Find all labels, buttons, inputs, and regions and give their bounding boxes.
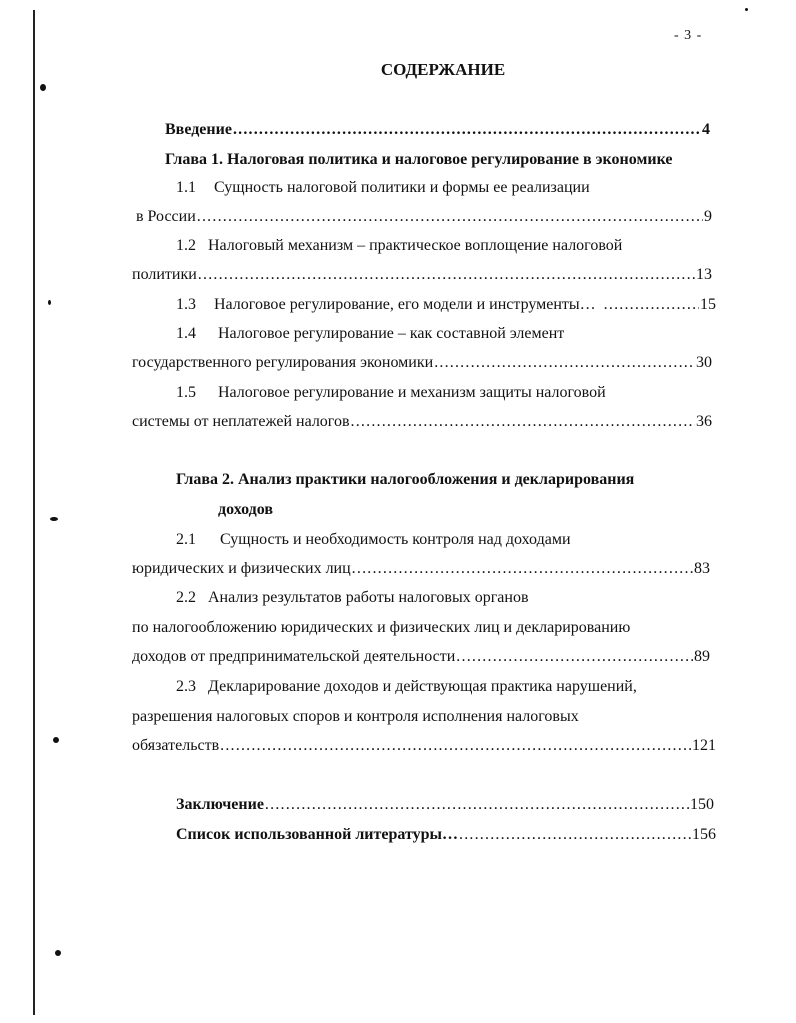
toc-entry-2-2[interactable] bbox=[176, 588, 716, 608]
toc-page: 4 bbox=[702, 121, 710, 138]
toc-entry-1-2-cont[interactable] bbox=[132, 265, 712, 285]
toc-entry-conclusion[interactable] bbox=[176, 795, 714, 815]
toc-label: Налоговое регулирование, его модели и инструменты… bbox=[214, 296, 596, 313]
toc-page: 83 bbox=[694, 560, 710, 577]
scan-speck bbox=[745, 8, 748, 11]
toc-page: 89 bbox=[694, 648, 710, 665]
toc-entry-1-5[interactable] bbox=[176, 383, 716, 403]
toc-entry-2-1-cont[interactable] bbox=[132, 559, 710, 579]
toc-entry-2-1[interactable] bbox=[176, 530, 716, 550]
toc-entry-intro[interactable] bbox=[165, 120, 710, 140]
toc-number: 1.4 bbox=[176, 325, 196, 342]
toc-number: 1.5 bbox=[176, 384, 196, 401]
toc-label: Сущность и необходимость контроля над доходами bbox=[220, 531, 571, 548]
toc-entry-1-4-cont[interactable] bbox=[132, 353, 712, 373]
scan-speck bbox=[53, 737, 59, 743]
toc-label: по налогообложению юридических и физических лиц и декларированию bbox=[132, 619, 631, 636]
toc-number: 1.2 bbox=[176, 237, 196, 254]
toc-label: доходов от предпринимательской деятельности bbox=[132, 648, 456, 665]
toc-label: разрешения налоговых споров и контроля исполнения налоговых bbox=[132, 708, 579, 725]
toc-leader bbox=[456, 647, 693, 667]
toc-label: Налоговое регулирование – как составной элемент bbox=[218, 325, 565, 342]
scan-speck bbox=[50, 517, 58, 521]
toc-leader bbox=[265, 795, 689, 815]
toc-entry-2-3-cont2[interactable] bbox=[132, 736, 716, 756]
toc-label: Заключение bbox=[176, 796, 264, 813]
toc-label: Налоговое регулирование и механизм защиты налоговой bbox=[218, 384, 606, 401]
toc-label: Глава 2. Анализ практики налогообложения и декларирования bbox=[176, 471, 635, 488]
toc-entry-2-3-cont[interactable] bbox=[132, 707, 712, 727]
toc-entry-2-2-cont[interactable] bbox=[132, 618, 712, 638]
toc-page: 156 bbox=[692, 826, 716, 843]
toc-page: 9 bbox=[704, 208, 712, 225]
toc-entry-1-2[interactable] bbox=[176, 236, 716, 256]
toc-leader bbox=[220, 736, 691, 756]
toc-leader bbox=[352, 559, 693, 579]
toc-page: 30 bbox=[696, 354, 712, 371]
toc-entry-2-3[interactable] bbox=[176, 677, 716, 697]
toc-label: обязательств bbox=[132, 737, 220, 754]
toc-page: 36 bbox=[696, 413, 712, 430]
page-title: СОДЕРЖАНИЕ bbox=[380, 60, 506, 79]
toc-page: 15 bbox=[700, 296, 716, 313]
page-number: - 3 - bbox=[674, 28, 703, 43]
toc-chapter-2[interactable] bbox=[176, 470, 716, 490]
toc-number: 2.2 bbox=[176, 589, 196, 606]
toc-label: Налоговый механизм – практическое воплощение налоговой bbox=[208, 237, 623, 254]
toc-label: юридических и физических лиц bbox=[132, 560, 351, 577]
toc-entry-1-1-cont[interactable] bbox=[136, 207, 712, 227]
toc-page: 150 bbox=[690, 796, 714, 813]
toc-chapter-1[interactable] bbox=[165, 150, 725, 170]
toc-entry-1-5-cont[interactable] bbox=[132, 412, 712, 432]
toc-entry-references[interactable] bbox=[176, 825, 716, 845]
toc-number: 1.3 bbox=[176, 296, 196, 313]
toc-label: Список использованной литературы… bbox=[176, 826, 458, 843]
toc-leader bbox=[351, 412, 695, 432]
toc-leader bbox=[604, 295, 699, 315]
toc-number: 2.3 bbox=[176, 678, 196, 695]
toc-page: 121 bbox=[692, 737, 716, 754]
toc-leader bbox=[233, 120, 701, 140]
scan-speck bbox=[40, 84, 46, 91]
scan-speck bbox=[48, 300, 51, 305]
toc-leader bbox=[198, 265, 695, 285]
toc-entry-2-2-cont2[interactable] bbox=[132, 647, 710, 667]
toc-label: системы от неплатежей налогов bbox=[132, 413, 350, 430]
toc-entry-1-3[interactable] bbox=[176, 295, 716, 315]
toc-label: государственного регулирования экономики bbox=[132, 354, 434, 371]
toc-label: Глава 1. Налоговая политика и налоговое регулирование в экономике bbox=[165, 151, 673, 168]
scan-edge-line bbox=[33, 10, 35, 1015]
toc-label: в России bbox=[136, 208, 196, 225]
toc-label: Анализ результатов работы налоговых органов bbox=[208, 589, 529, 606]
toc-entry-1-1[interactable] bbox=[176, 178, 716, 198]
toc-label: доходов bbox=[218, 501, 273, 518]
toc-number: 1.1 bbox=[176, 179, 196, 196]
toc-label: Сущность налоговой политики и формы ее реализации bbox=[214, 179, 590, 196]
toc-label: Введение bbox=[165, 121, 232, 138]
toc-page: 13 bbox=[696, 266, 712, 283]
toc-leader bbox=[197, 207, 703, 227]
toc-label: Декларирование доходов и действующая практика нарушений, bbox=[208, 678, 637, 695]
toc-label: политики bbox=[132, 266, 197, 283]
toc-entry-1-4[interactable] bbox=[176, 324, 716, 344]
toc-leader bbox=[434, 353, 695, 373]
scan-speck bbox=[55, 950, 61, 956]
toc-chapter-2-cont[interactable] bbox=[218, 500, 418, 520]
toc-number: 2.1 bbox=[176, 531, 196, 548]
toc-leader bbox=[459, 825, 691, 845]
